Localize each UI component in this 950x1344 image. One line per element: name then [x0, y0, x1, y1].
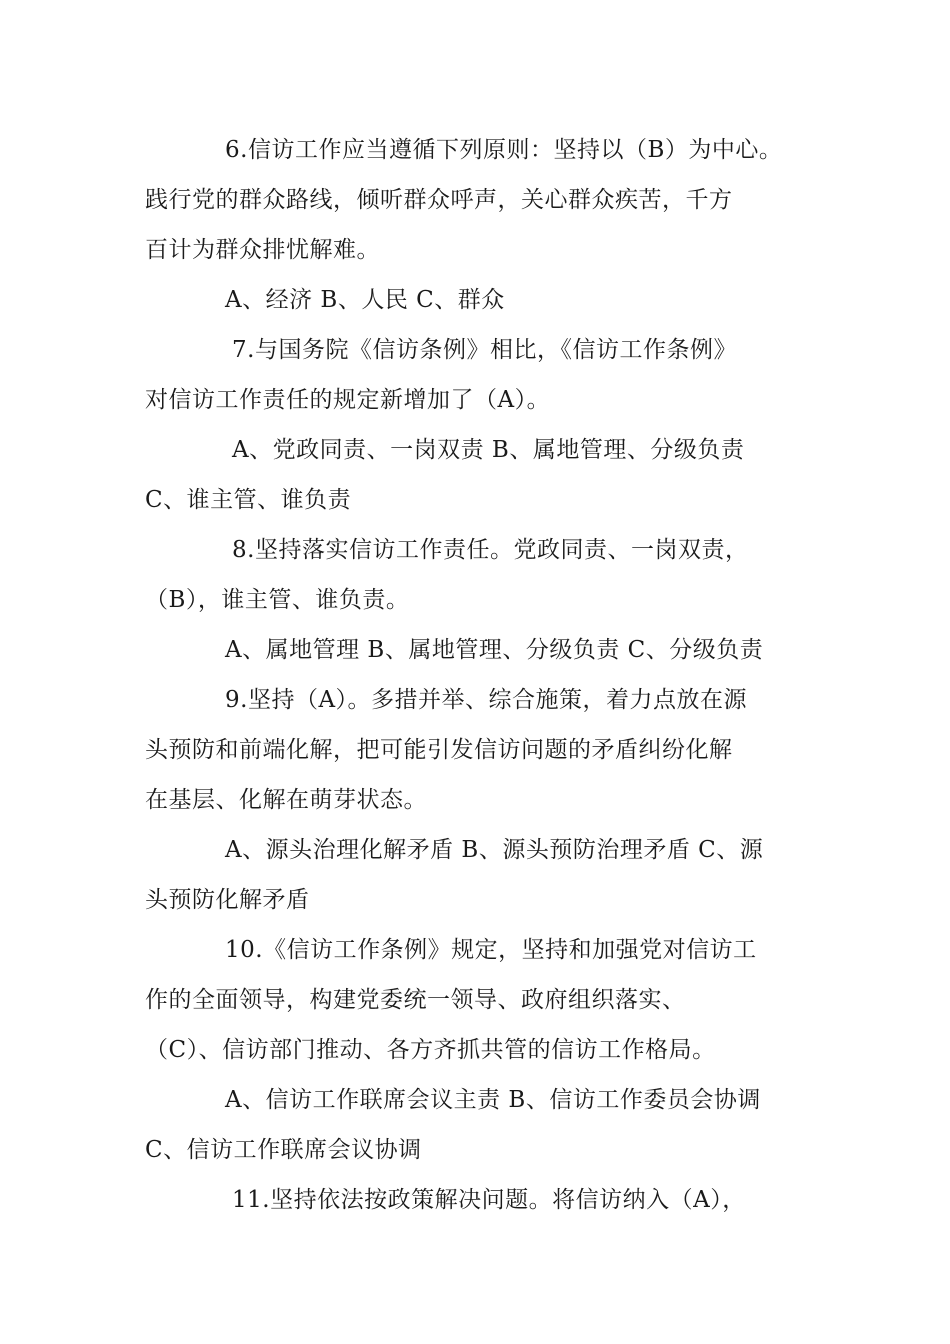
q9-options-line-1: A、源头治理化解矛盾 B、源头预防治理矛盾 C、源 — [225, 837, 764, 863]
q7-options-line-1: A、党政同责、一岗双责 B、属地管理、分级负责 — [232, 437, 745, 463]
q6-text-line-3: 百计为群众排忧解难。 — [145, 237, 380, 263]
q9-text-line-3: 在基层、化解在萌芽状态。 — [145, 787, 427, 813]
q9-options-line-2: 头预防化解矛盾 — [145, 887, 310, 913]
q9-text-line-2: 头预防和前端化解，把可能引发信访问题的矛盾纠纷化解 — [145, 737, 733, 763]
q10-options-line-1: A、信访工作联席会议主责 B、信访工作委员会协调 — [225, 1087, 761, 1113]
q6-text-line-2: 践行党的群众路线，倾听群众呼声，关心群众疾苦，千方 — [145, 187, 733, 213]
q8-text-line-1: 8.坚持落实信访工作责任。党政同责、一岗双责， — [232, 537, 749, 563]
q7-options-line-2: C、谁主管、谁负责 — [145, 487, 352, 513]
q8-text-line-2: （B），谁主管、谁负责。 — [145, 587, 410, 613]
q6-text-line-1: 6.信访工作应当遵循下列原则：坚持以（B）为中心。 — [225, 137, 783, 163]
q6-options: A、经济 B、人民 C、群众 — [225, 287, 505, 313]
q7-text-line-1: 7.与国务院《信访条例》相比，《信访工作条例》 — [232, 337, 737, 363]
q7-text-line-2: 对信访工作责任的规定新增加了（A）。 — [145, 387, 551, 413]
q10-text-line-1: 10.《信访工作条例》规定，坚持和加强党对信访工 — [225, 937, 757, 963]
q9-text-line-1: 9.坚持（A）。多措并举、综合施策，着力点放在源 — [225, 687, 748, 713]
q10-text-line-3: （C）、信访部门推动、各方齐抓共管的信访工作格局。 — [145, 1037, 716, 1063]
q10-options-line-2: C、信访工作联席会议协调 — [145, 1137, 422, 1163]
q11-text-line-1: 11.坚持依法按政策解决问题。将信访纳入（A）， — [232, 1187, 746, 1213]
q10-text-line-2: 作的全面领导，构建党委统一领导、政府组织落实、 — [145, 987, 686, 1013]
q8-options: A、属地管理 B、属地管理、分级负责 C、分级负责 — [225, 637, 764, 663]
